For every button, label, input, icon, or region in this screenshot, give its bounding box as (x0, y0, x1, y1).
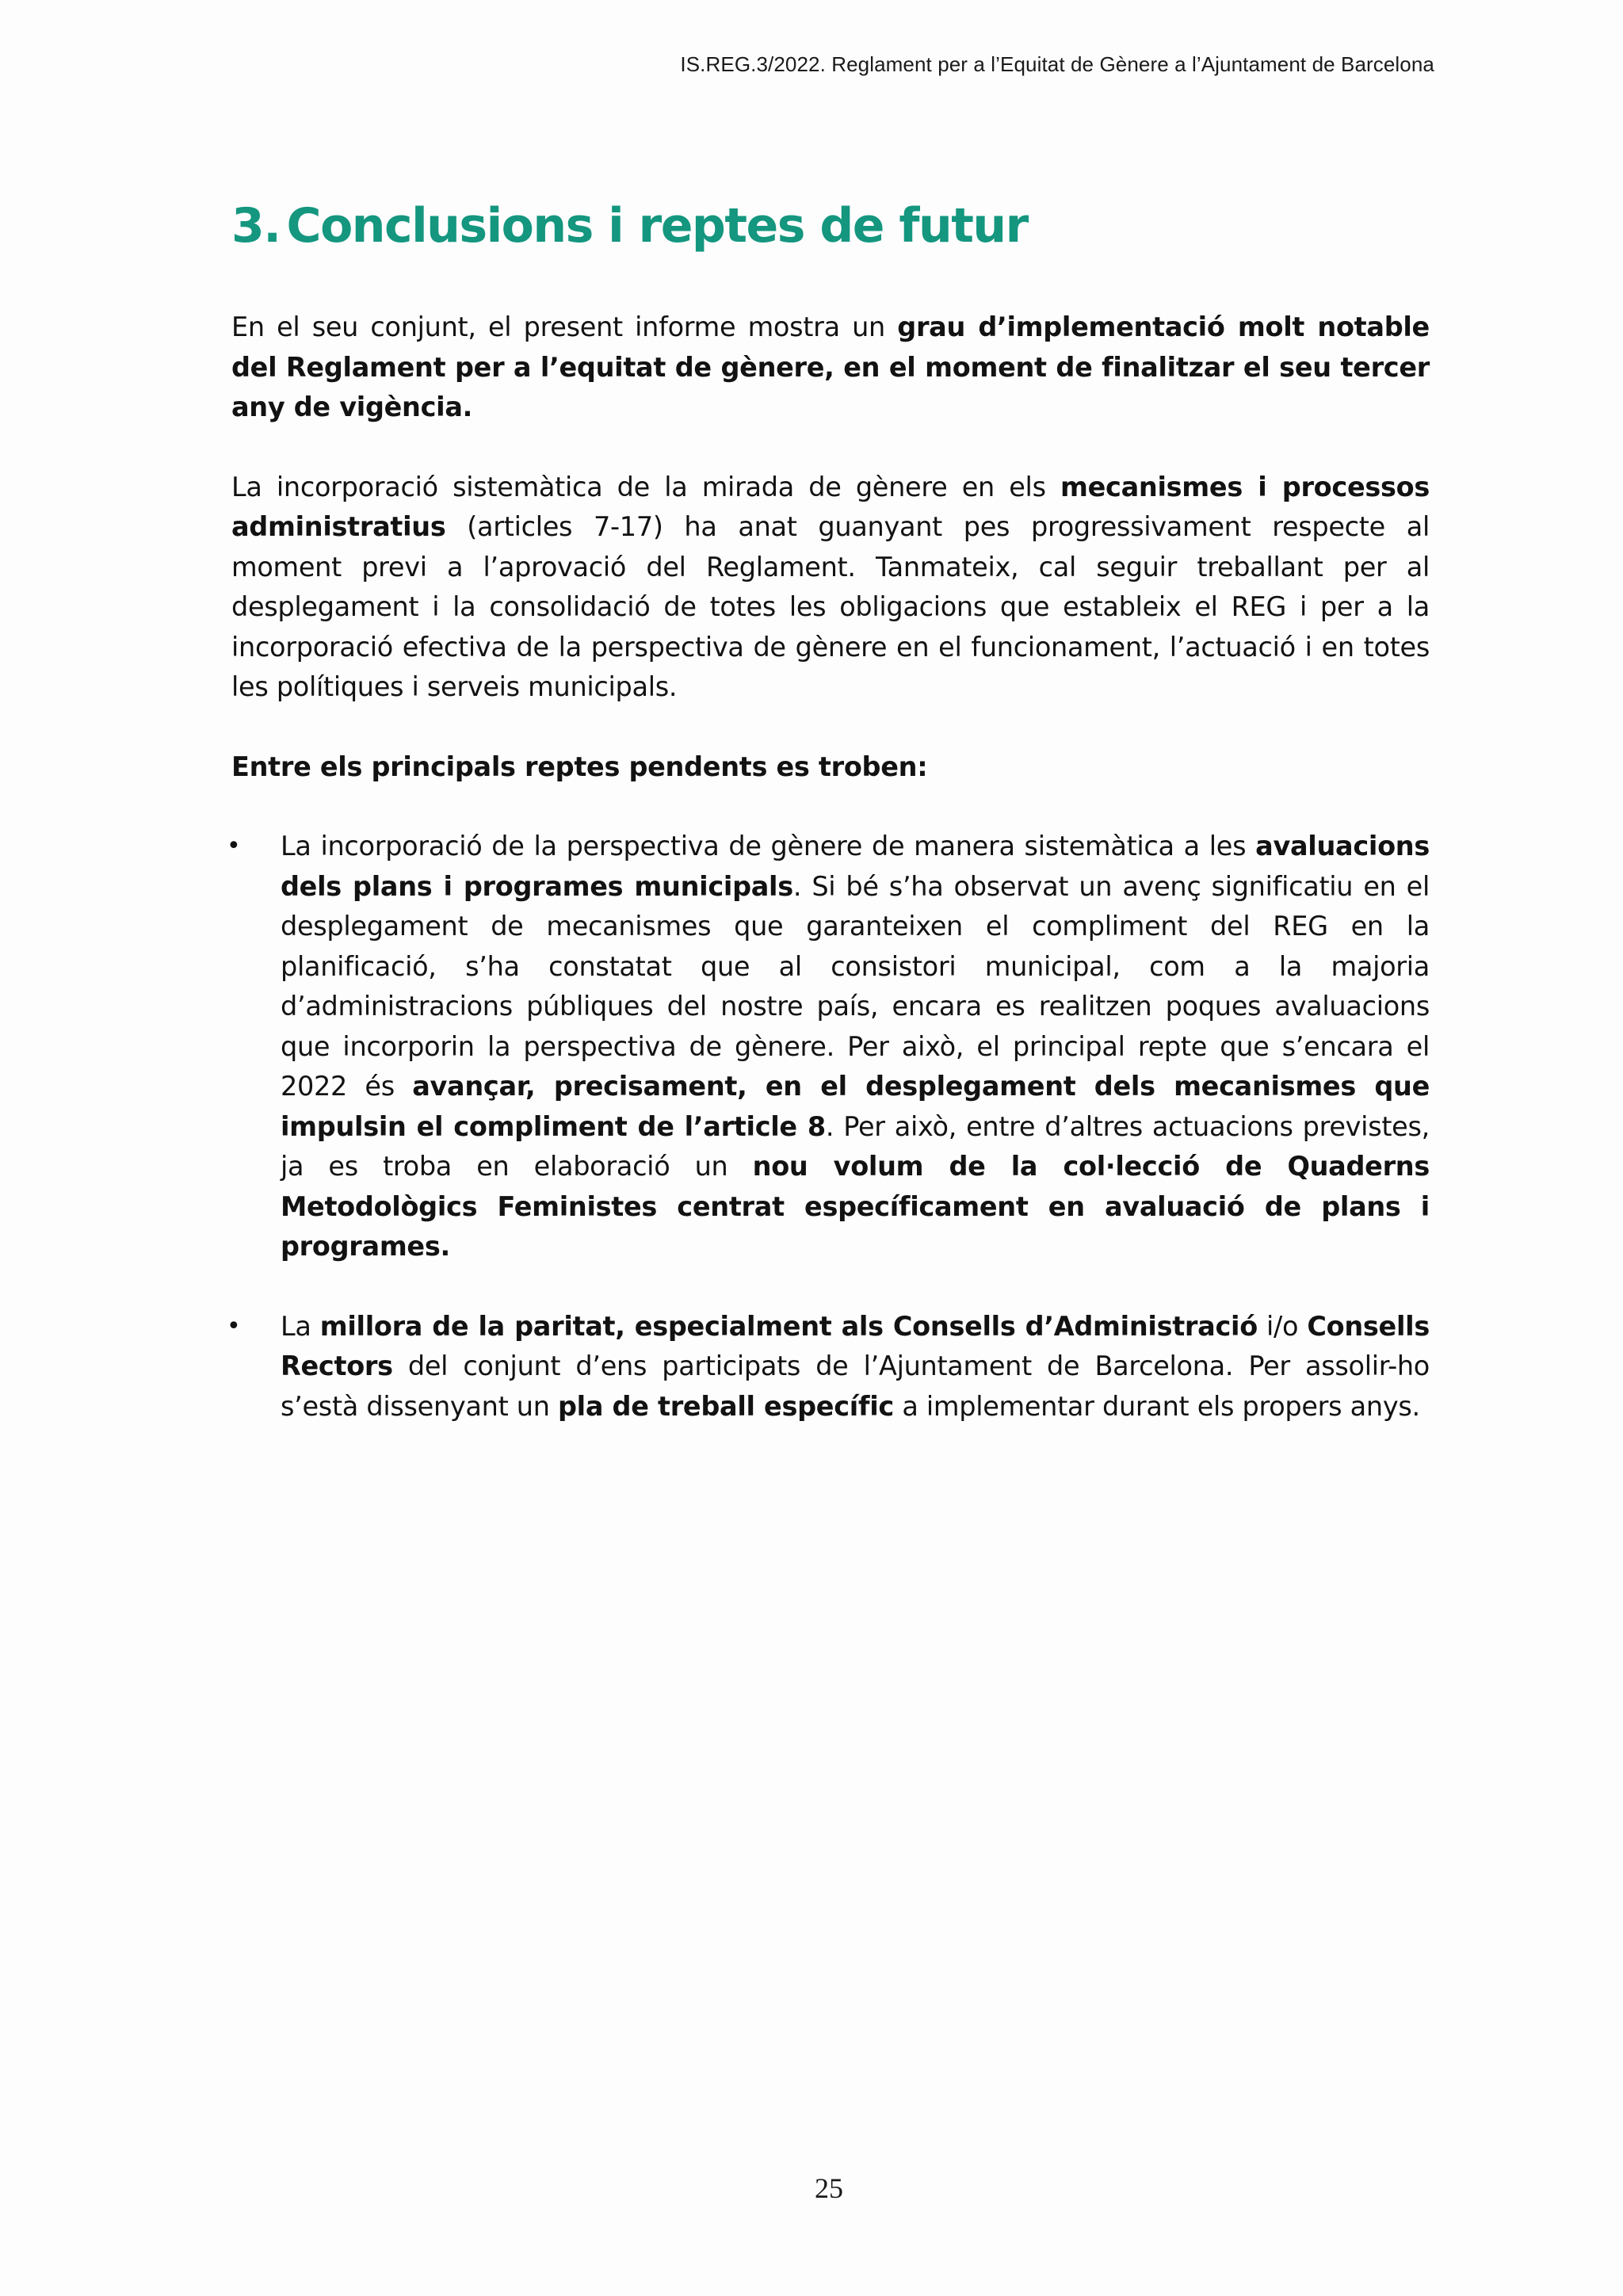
text-run: . Per això, entre d’altres actuacions previstes, ja es troba en elaboració un (281, 1110, 1430, 1182)
section-heading (231, 190, 1430, 262)
page-number: 25 (815, 2172, 843, 2204)
text-run: i/o (1257, 1310, 1308, 1342)
bold-run: mecanismes i processos administratius (231, 471, 1430, 542)
text-run: . Si bé s’ha observat un avenç significatiu en el desplegament de mecanismes que garanteixen el compliment del REG en la planificació, s’ha constatat que al consistori municipal, com a la majoria d’administracions públiques del nostre país, encara es realitzen poques avaluacions que incorporin la perspectiva de gènere. Per això, el principal repte que s’encara el 2022 és (281, 870, 1430, 1102)
bold-run: Entre els principals reptes pendents es troben: (231, 751, 928, 782)
bullet-icon: • (227, 1312, 241, 1340)
text-run: del conjunt d’ens participats de l’Ajuntament de Barcelona. Per assolir-ho s’està dissenyant un (281, 1350, 1430, 1422)
text-run: La (281, 1310, 320, 1342)
bold-run: Consells Rectors (281, 1310, 1430, 1381)
page-content (227, 190, 1430, 1466)
bold-run: grau d’implementació molt notable del Reglament per a l’equitat de gènere, en el moment de finalitzar el seu tercer any de vigència. (231, 311, 1430, 422)
bold-run: millora de la paritat, especialment als Consells d’Administració (319, 1310, 1258, 1342)
bold-run: nou volum de la col·lecció de Quaderns Metodològics Feministes centrat específicament en avaluació de plans i programes. (281, 1151, 1430, 1262)
text-run: a implementar durant els propers anys. (893, 1390, 1420, 1422)
section-number: 3. (231, 198, 281, 254)
paragraph-mechanisms (231, 468, 1430, 708)
challenges-list (227, 827, 1430, 1427)
bullet-icon: • (227, 832, 241, 860)
text-run: La incorporació de la perspectiva de gènere de manera sistemàtica a les (281, 831, 1256, 861)
section-title: Conclusions i reptes de futur (286, 198, 1028, 254)
paragraph-intro (231, 308, 1430, 428)
text-run: La incorporació sistemàtica de la mirada de gènere en els (231, 471, 1061, 502)
paragraph-challenges-heading (231, 747, 1430, 788)
list-item (227, 1307, 1430, 1427)
bold-run: avançar, precisament, en el desplegament dels mecanismes que impulsin el compliment de l’article 8 (281, 1071, 1430, 1142)
text-run: (articles 7-17) ha anat guanyant pes progressivament respecte al moment previ a l’aprovació del Reglament. Tanmateix, cal seguir treballant per al desplegament i la consolidació de totes les obligacions que estableix el REG i per a la incorporació efectiva de la perspectiva de gènere en el funcionament, l’actuació i en totes les polítiques i serveis municipals. (231, 511, 1430, 702)
text-run: En el seu conjunt, el present informe mostra un (231, 311, 898, 342)
bold-run: avaluacions dels plans i programes municipals (281, 831, 1430, 902)
list-item (227, 827, 1430, 1267)
running-header: IS.REG.3/2022. Reglament per a l’Equitat de Gènere a l’Ajuntament de Barcelona (680, 52, 1434, 76)
bold-run: pla de treball específic (557, 1390, 894, 1422)
